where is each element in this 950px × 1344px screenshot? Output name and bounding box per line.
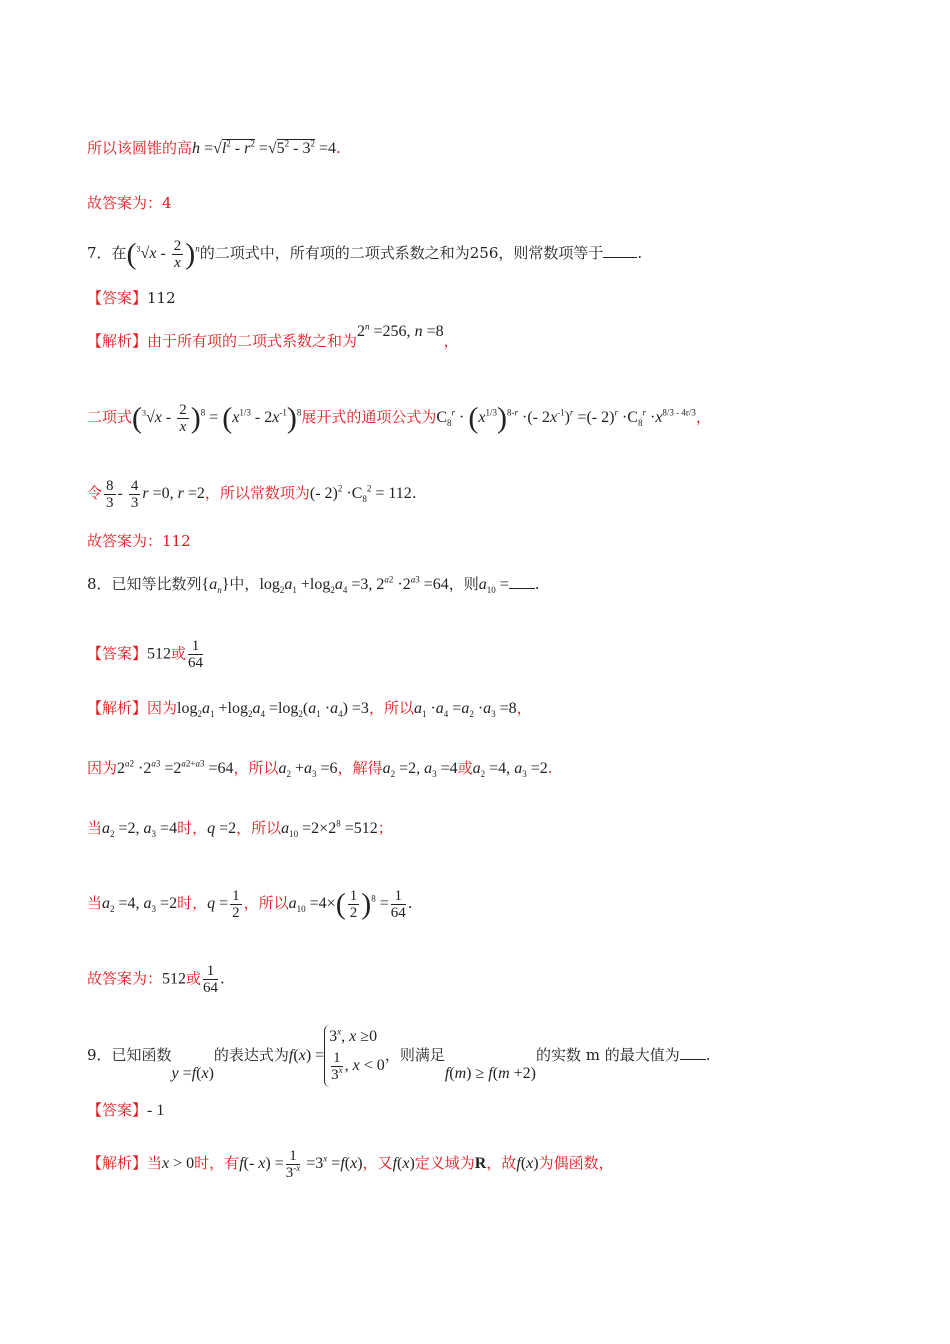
q7-answer-line: 【答案】112: [87, 289, 176, 307]
answer-blank: [509, 574, 535, 589]
q7-solution-3: 令 $\frac{8}{3}$ - $\frac{4}{3}$ r =0, r =2，所以常数项为(- $2)^2 \cdot C_8^2 = 112$.: [87, 478, 417, 511]
answer-line-4: 故答案为：4: [87, 194, 172, 212]
q8-solution-2: 因为$2^{a2} \cdot 2^{a3} =2^{a2+a3} =64$，所以$a_2 +a_3 =6$，解得$a_2 =2$, $a_3 =4$或$a_2 =4$, $a_3 =2$.: [87, 758, 553, 780]
q7-final-answer: 故答案为：112: [87, 532, 191, 550]
q8-solution-3: 当$a_2 =2$, $a_3 =4$时，q =2，所以$a_{10} =2\times 2^8 =512$；: [87, 818, 393, 840]
question-7: 7．在($^3$√x - $\frac{2}{x}$ )$^n$的二项式中，所有项的二项式系数之和为256，则常数项等于 .: [87, 237, 643, 271]
q8-final-answer: 故答案为：512或 $\frac{1}{64}$ .: [87, 963, 225, 996]
q7-solution-1: 【解析】由于所有项的二项式系数之和为$2^n =256$, n =8，: [87, 321, 459, 350]
q8-solution-4: 当$a_2 =4$, $a_3 =2$时，q = $\frac{1}{2}$ ，所以$a_{10} =4\times$( $\frac{1}{2}$ )$^8$ = $\frac{1}{64}$ .: [87, 887, 413, 921]
height-formula: $h =√l^2 - r^2 =√5^2 - 3^2 =4$: [192, 138, 337, 157]
question-9: 9．已知函数y =f(x)的表达式为f(x) = $3^x$, x ≥0 $\frac{1}{3^x}$ , x < 0 ，则满足f(m) ≥ f(m +2)的实数 m 的最大值为 .: [87, 1025, 890, 1085]
q7-solution-2: 二项式($^3$√x - $\frac{2}{x}$ )$^8 = (x^{1/3} - 2x^{-1})^8$展开式的通项公式为$C_8^r \cdot (x^{1/3})^{8-r}$ ·(- $2x^{-1})^r$ =(- $2)^r \cdot C_8^r \cdot x^{8/3 - 4r/3}$，: [87, 401, 711, 435]
q8-answer-line: 【答案】512或 $\frac{1}{64}$: [87, 638, 204, 671]
answer-blank: [603, 243, 637, 258]
binomial-expr: ($^3$√x - $\frac{2}{x}$ )$^n$: [126, 237, 200, 271]
piecewise-brace: 3$^x$, x ≥0 $\frac{1}{3^x}$ , x < 0: [324, 1025, 385, 1087]
q8-solution-1: 【解析】因为$\log_2a_1 +\log_2a_4 =\log_2(a_1 \cdot a_4) =3$，所以$a_1 \cdot a_4 =a_2 \cdot a_3 =8$，: [87, 699, 532, 720]
answer-blank: [680, 1045, 706, 1060]
height-text: 所以该圆锥的高: [87, 139, 193, 157]
q9-solution-1: 【解析】当x > 0时，有f(- x) = $\frac{1}{3^{-x}}$ $=3^x =f(x)$，又f(x)定义域为R，故f(x)为偶函数，: [87, 1148, 614, 1181]
height-line: 所以该圆锥的高$h =√l^2 - r^2 =√5^2 - 3^2 =4$.: [87, 138, 341, 157]
q9-answer-line: 【答案】- 1: [87, 1101, 165, 1119]
question-8: 8．已知等比数列$\{a_n\}$中，$\log_2a_1 +\log_2a_4 =3$, $2^{a2} \cdot 2^{a3} =64$，则$a_{10}$ = .: [87, 574, 540, 596]
